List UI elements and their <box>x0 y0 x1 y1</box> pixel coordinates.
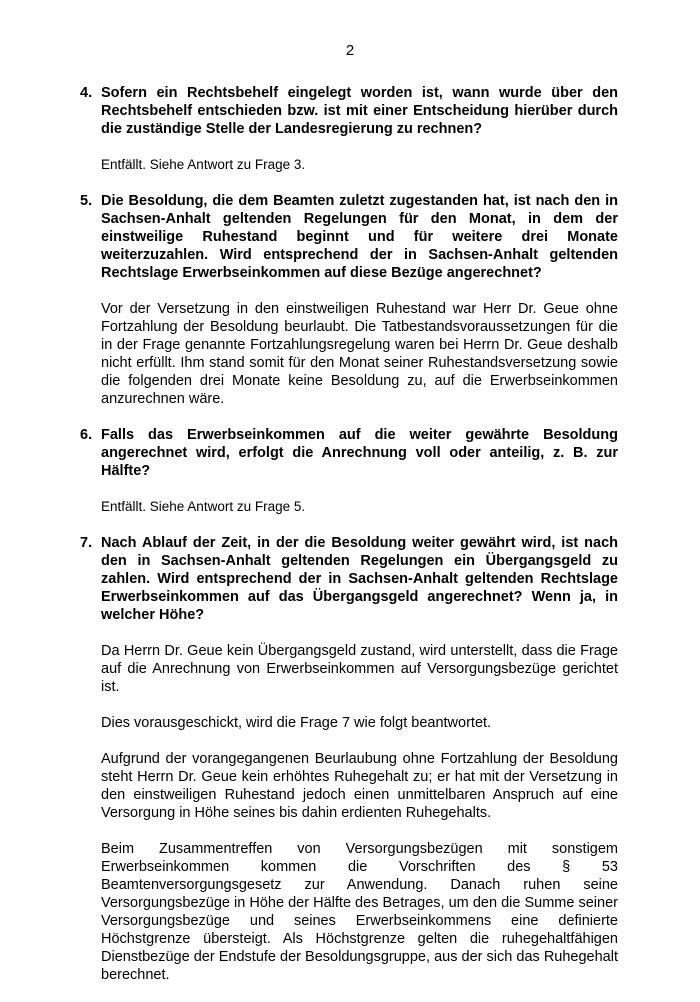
question-text: Nach Ablauf der Zeit, in der die Besoldung weiter gewährt wird, ist nach den in Sachsen-Anhalt geltenden Regelungen ein Übergangsgeld zu zahlen. Wird entsprechend der in Sachsen-Anhalt geltenden Rechtslage Erwerbseinkommen auf das Übergangsgeld angerechnet? Wenn ja, in welcher Höhe? <box>101 535 618 623</box>
answer-paragraph: Da Herrn Dr. Geue kein Übergangsgeld zustand, wird unterstellt, dass die Frage auf die Anrechnung von Erwerbseinkommen auf Versorgungsbezüge gerichtet ist. <box>101 643 618 695</box>
question-text: Falls das Erwerbseinkommen auf die weiter gewährte Besoldung angerechnet wird, erfolgt die Anrechnung voll oder anteilig, z. B. zur Hälfte? <box>101 427 618 479</box>
answer-6 <box>80 498 618 516</box>
question-7 <box>80 534 618 624</box>
question-text: Sofern ein Rechtsbehelf eingelegt worden ist, wann wurde über den Rechtsbehelf entschieden bzw. ist mit einer Entscheidung hierüber durch die zuständige Stelle der Landesregierung zu rechnen? <box>101 85 618 137</box>
answer-paragraph: Entfällt. Siehe Antwort zu Frage 3. <box>101 157 306 172</box>
question-4 <box>80 84 618 138</box>
answer-7 <box>80 642 618 984</box>
page-number: 2 <box>345 42 355 59</box>
question-number: 5. <box>80 193 93 209</box>
answer-5 <box>80 300 618 408</box>
question-text: Die Besoldung, die dem Beamten zuletzt zugestanden hat, ist nach den in Sachsen-Anhalt geltenden Regelungen für den Monat, in dem der einstweilige Ruhestand beginnt und für weitere drei Monate weiterzuzahlen. Wird entsprechend der in Sachsen-Anhalt geltenden Rechtslage Erwerbseinkommen auf diese Bezüge angerechnet? <box>101 193 618 281</box>
answer-paragraph: Dies vorausgeschickt, wird die Frage 7 wie folgt beantwortet. <box>101 715 492 731</box>
answer-paragraph: Vor der Versetzung in den einstweiligen Ruhestand war Herr Dr. Geue ohne Fortzahlung der Besoldung beurlaubt. Die Tatbestandsvoraussetzungen für die in der Frage genannte Fortzahlungsregelung waren bei Herrn Dr. Geue deshalb nicht erfüllt. Ihm stand somit für den Monat seiner Ruhestandsversetzung sowie die folgenden drei Monate keine Besoldung zu, auf die Erwerbseinkommen anzurechnen wäre. <box>101 301 618 407</box>
question-5 <box>80 192 618 282</box>
answer-paragraph: Aufgrund der vorangegangenen Beurlaubung ohne Fortzahlung der Besoldung steht Herrn Dr. Geue kein erhöhtes Ruhegehalt zu; er hat mit der Versetzung in den einstweiligen Ruhestand jedoch einen unmittelbaren Anspruch auf eine Versorgung in Höhe seines bis dahin erdienten Ruhegehalts. <box>101 751 618 821</box>
answer-paragraph: Entfällt. Siehe Antwort zu Frage 5. <box>101 499 306 514</box>
answer-4 <box>80 156 618 174</box>
question-number: 4. <box>80 85 93 101</box>
answer-paragraph: Beim Zusammentreffen von Versorgungsbezügen mit sonstigem Erwerbseinkommen kommen die Vorschriften des § 53 Beamtenversorgungsgesetz zur Anwendung. Danach ruhen seine Versorgungsbezüge in Höhe der Hälfte des Betrages, um den die Summe seiner Versorgungsbezüge und seines Erwerbseinkommens eine definierte Höchstgrenze übersteigt. Als Höchstgrenze gelten die ruhegehaltfähigen Dienstbezüge der Endstufe der Besoldungsgruppe, aus der sich das Ruhegehalt berechnet. <box>101 841 618 983</box>
document-body <box>80 84 618 1002</box>
question-6 <box>80 426 618 480</box>
question-number: 6. <box>80 427 93 443</box>
question-number: 7. <box>80 535 93 551</box>
